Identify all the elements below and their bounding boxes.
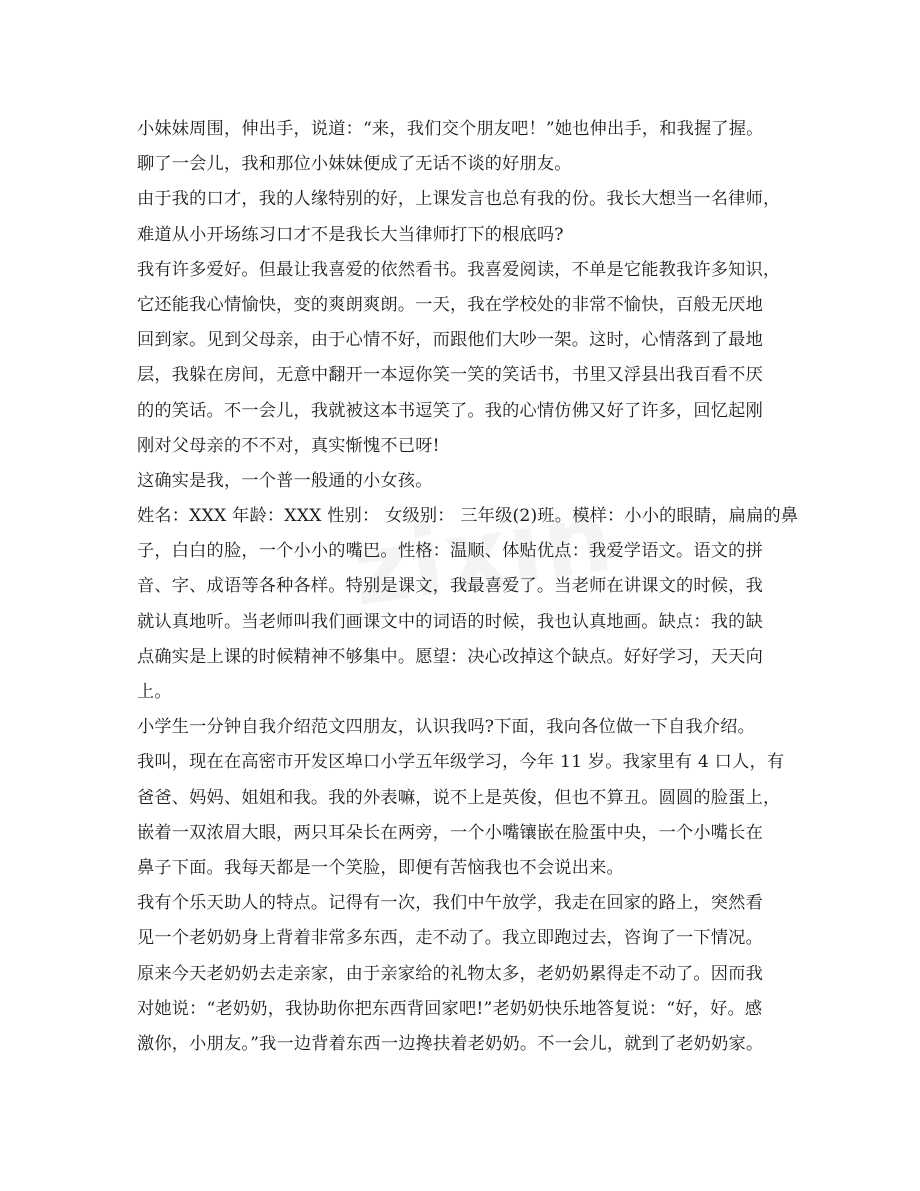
document-body [137,112,797,1062]
text-line: 嵌着一双浓眉大眼，两只耳朵长在两旁，一个小嘴镶嵌在脸蛋中央，一个小嘴长在 [137,822,763,843]
text-line: 激你，小朋友。”我一边背着东西一边搀扶着老奶奶。不一会儿，就到了老奶奶家。 [137,1033,764,1054]
text-line: 的的笑话。不一会儿，我就被这本书逗笑了。我的心情仿佛又好了许多，回忆起刚 [137,400,763,421]
text-line: 小妹妹周围，伸出手，说道：“来，我们交个朋友吧！”她也伸出手，和我握了握。 [137,119,764,139]
text-line: 点确实是上课的时候精神不够集中。愿望：决心改掉这个缺点。好好学习，天天向 [137,646,763,667]
text-line: 见一个老奶奶身上背着非常多东西，走不动了。我立即跑过去，咨询了一下情况。 [137,928,763,949]
text-line: 刚对父母亲的不不对，真实惭愧不已呀! [137,435,440,456]
text-line: 对她说：“老奶奶，我协助你把东西背回家吧!”老奶奶快乐地答复说：“好，好。感 [137,998,763,1019]
text-line: 难道从小开场练习口才不是我长大当律师打下的根底吗? [137,224,564,245]
text-line: 就认真地听。当老师叫我们画课文中的词语的时候，我也认真地画。缺点：我的缺 [137,611,763,632]
text-line: 音、字、成语等各种各样。特别是课文，我最喜爱了。当老师在讲课文的时候，我 [137,576,763,597]
text-line: 层，我躲在房间，无意中翻开一本逗你笑一笑的笑话书，书里又浮县出我百看不厌 [137,365,763,386]
text-line: 爸爸、妈妈、姐姐和我。我的外表嘛，说不上是英俊，但也不算丑。圆圆的脸蛋上， [137,787,781,808]
text-line: 由于我的口才，我的人缘特别的好，上课发言也总有我的份。我长大想当一名律师， [137,189,781,210]
text-line: 聊了一会儿，我和那位小妹妹便成了无话不谈的好朋友。 [137,154,572,175]
text-line: 我叫，现在在高密市开发区埠口小学五年级学习，今年 11 岁。我家里有 4 口人，有 [137,752,785,773]
text-line: 原来今天老奶奶去走亲家，由于亲家给的礼物太多，老奶奶累得走不动了。因而我 [137,963,763,984]
text-line: 小学生一分钟自我介绍范文四朋友，认识我吗?下面，我向各位做一下自我介绍。 [137,717,755,738]
text-line: 回到家。见到父母亲，由于心情不好，而跟他们大吵一架。这时，心情落到了最地 [137,330,763,351]
text-line: 姓名：XXX 年龄：XXX 性别： 女级别： 三年级(2)班。模样：小小的眼睛，扁扁的鼻 [137,506,799,527]
text-line: 它还能我心情愉快，变的爽朗爽朗。一天，我在学校处的非常不愉快，百般无厌地 [137,294,763,315]
text-line: 子，白白的脸，一个小小的嘴巴。性格：温顺、体贴优点：我爱学语文。语文的拼 [137,541,763,562]
text-line: 鼻子下面。我每天都是一个笑脸，即便有苦恼我也不会说出来。 [137,857,624,878]
text-line: 上。 [137,682,172,702]
text-line: 这确实是我，一个普一般通的小女孩。 [137,470,433,491]
text-line: 我有个乐天助人的特点。记得有一次，我们中午放学，我走在回家的路上，突然看 [137,893,763,914]
text-line: 我有许多爱好。但最让我喜爱的依然看书。我喜爱阅读，不单是它能教我许多知识， [137,259,781,280]
